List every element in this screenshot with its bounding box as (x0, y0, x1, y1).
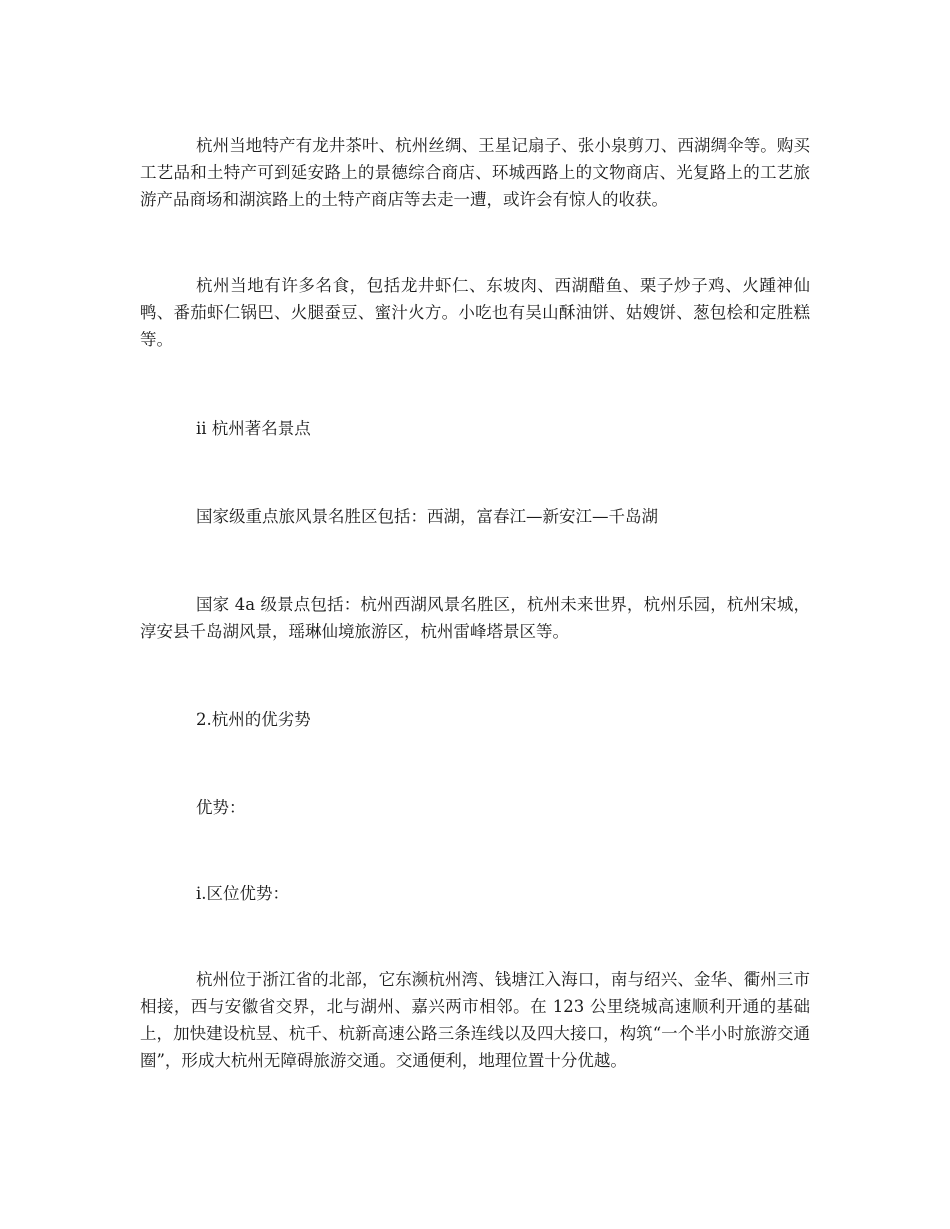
heading-advantages: 优势： (196, 798, 246, 817)
paragraph-location-description: 杭州位于浙江省的北部，它东濒杭州湾、钱塘江入海口，南与绍兴、金华、衢州三市相接，西与安徽省交界，北与湖州、嘉兴两市相邻。在 123 公里绕城高速顺利开通的基础上，加快建设杭昱、杭千、杭新高速公路三条连线以及四大接口，构筑“一个半小时旅游交通圈”，形成大杭州无障碍旅游交通。交通便利，地理位置十分优越。 (140, 970, 810, 1070)
heading-location-advantage: i.区位优势： (196, 884, 290, 903)
paragraph-4a-attractions: 国家 4a 级景点包括：杭州西湖风景名胜区，杭州未来世界，杭州乐园，杭州宋城，淳安县千岛湖风景，瑶琳仙境旅游区，杭州雷峰塔景区等。 (140, 595, 810, 641)
paragraph-local-specialties: 杭州当地特产有龙井茶叶、杭州丝绸、王星记扇子、张小泉剪刀、西湖绸伞等。购买工艺品和土特产可到延安路上的景德综合商店、环城西路上的文物商店、光复路上的工艺旅游产品商场和湖滨路上的土特产商店等去走一遭，或许会有惊人的收获。 (140, 136, 810, 209)
heading-pros-cons: 2.杭州的优劣势 (196, 710, 311, 729)
paragraph-local-foods: 杭州当地有许多名食，包括龙井虾仁、东坡肉、西湖醋鱼、栗子炒子鸡、火踵神仙鸭、番茄虾仁锅巴、火腿蚕豆、蜜汁火方。小吃也有吴山酥油饼、姑嫂饼、葱包桧和定胜糕等。 (140, 276, 810, 349)
heading-famous-attractions: ii 杭州著名景点 (196, 419, 311, 438)
paragraph-national-scenic-areas: 国家级重点旅风景名胜区包括：西湖，富春江—新安江—千岛湖 (196, 507, 658, 526)
